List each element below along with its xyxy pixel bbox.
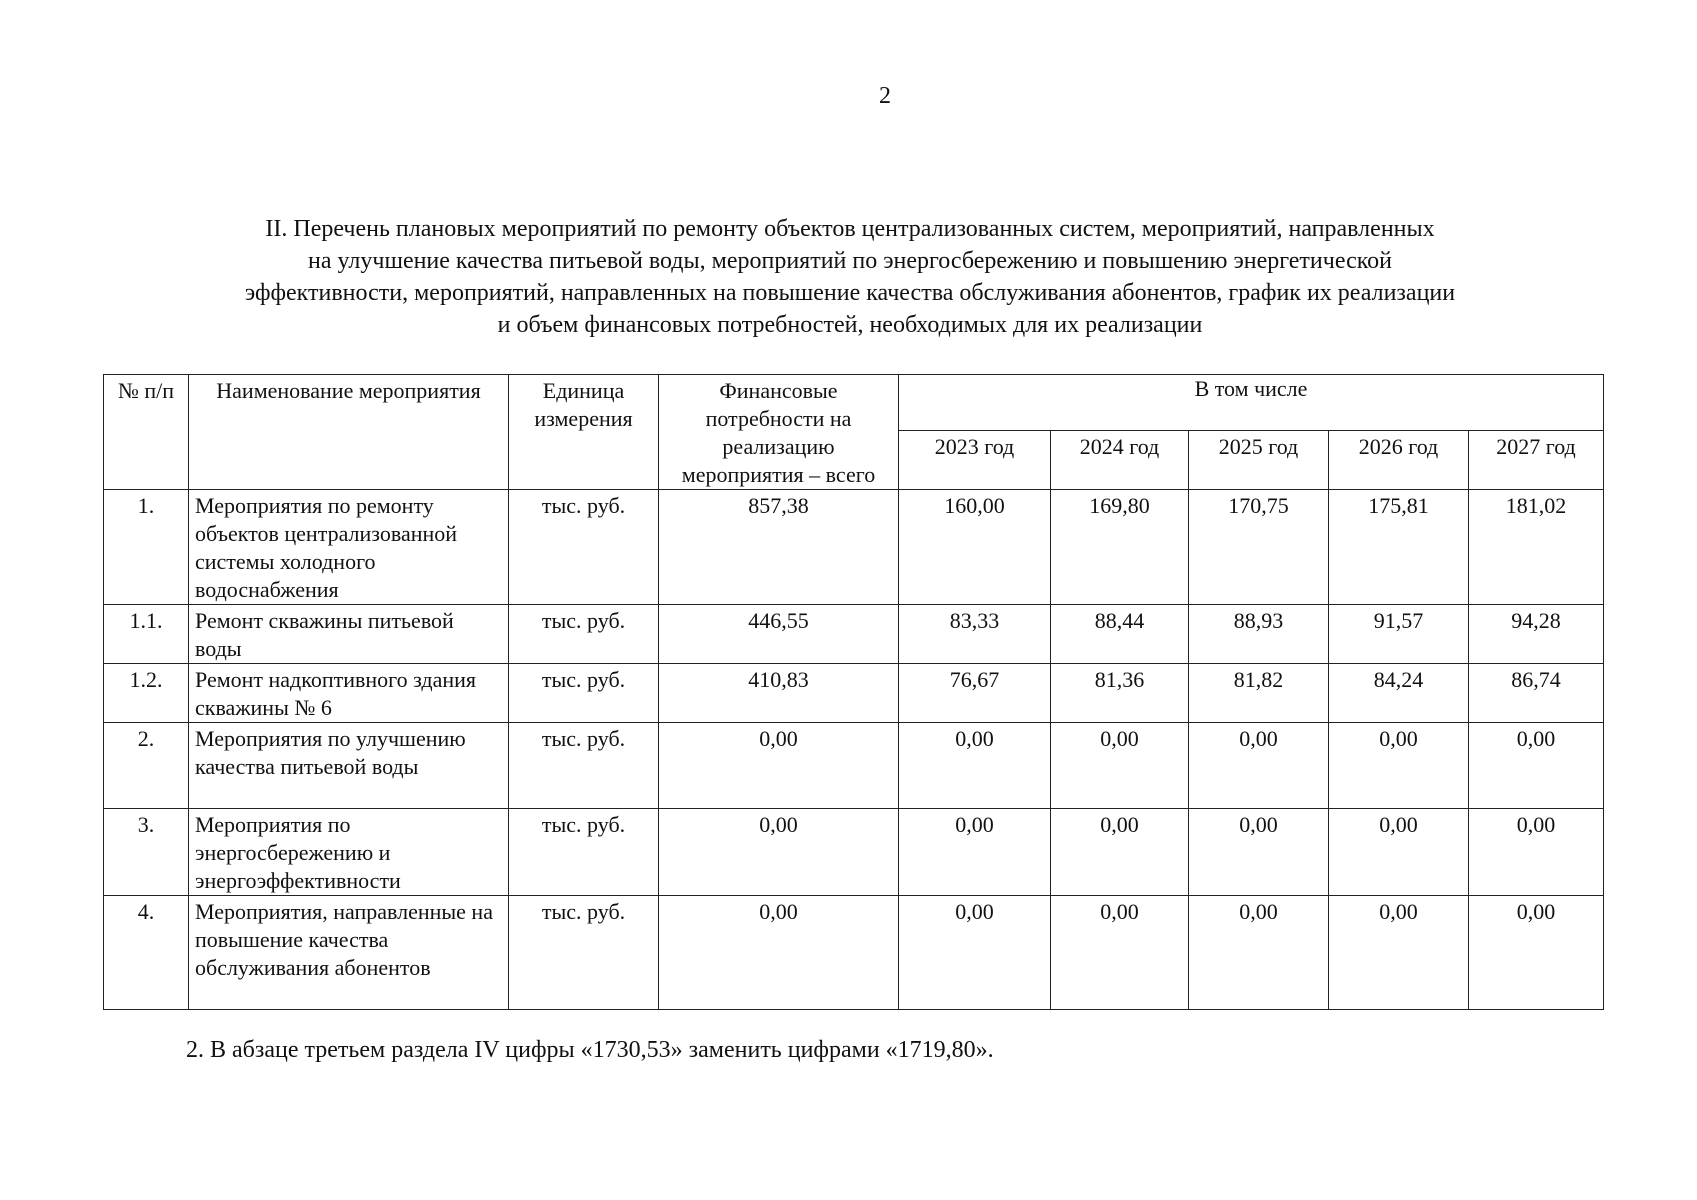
heading-line: на улучшение качества питьевой воды, мероприятий по энергосбережению и повышению энергетической [307, 248, 1393, 274]
row-name: Мероприятия по энергосбережению и энергоэффективности [189, 809, 509, 896]
row-total: 410,83 [659, 664, 899, 723]
row-name: Ремонт скважины питьевой воды [189, 605, 509, 664]
table-row [104, 809, 1604, 896]
section-heading [110, 213, 1590, 341]
row-total: 0,00 [659, 809, 899, 896]
row-year-value: 0,00 [1469, 723, 1604, 809]
row-name: Мероприятия по ремонту объектов централизованной системы холодного водоснабжения [189, 490, 509, 605]
row-name: Мероприятия по улучшению качества питьевой воды [189, 723, 509, 809]
row-year-value: 76,67 [899, 664, 1051, 723]
header-unit: Единица измерения [509, 375, 659, 490]
row-unit: тыс. руб. [509, 664, 659, 723]
header-total: Финансовые потребности на реализацию мероприятия – всего [659, 375, 899, 490]
row-total: 0,00 [659, 896, 899, 1010]
row-unit: тыс. руб. [509, 490, 659, 605]
header-year: 2025 год [1189, 430, 1329, 489]
header-name: Наименование мероприятия [189, 375, 509, 490]
row-num: 3. [104, 809, 189, 896]
heading-line: II. Перечень плановых мероприятий по ремонту объектов централизованных систем, мероприятий, направленных [265, 216, 1435, 242]
table-row [104, 490, 1604, 605]
row-year-value: 175,81 [1329, 490, 1469, 605]
row-year-value: 88,93 [1189, 605, 1329, 664]
row-total: 446,55 [659, 605, 899, 664]
row-year-value: 181,02 [1469, 490, 1604, 605]
row-year-value: 0,00 [1329, 723, 1469, 809]
heading-line: эффективности, мероприятий, направленных на повышение качества обслуживания абонентов, график их реализации [244, 280, 1456, 306]
row-year-value: 0,00 [1051, 723, 1189, 809]
row-unit: тыс. руб. [509, 896, 659, 1010]
row-name: Ремонт надкоптивного здания скважины № 6 [189, 664, 509, 723]
row-name: Мероприятия, направленные на повышение качества обслуживания абонентов [189, 896, 509, 1010]
row-num: 1. [104, 490, 189, 605]
row-year-value: 170,75 [1189, 490, 1329, 605]
row-year-value: 0,00 [1469, 896, 1604, 1010]
row-year-value: 88,44 [1051, 605, 1189, 664]
row-unit: тыс. руб. [509, 605, 659, 664]
measures-table [103, 374, 1604, 1010]
row-year-value: 81,82 [1189, 664, 1329, 723]
header-year: 2023 год [899, 430, 1051, 489]
row-year-value: 0,00 [1329, 896, 1469, 1010]
row-year-value: 84,24 [1329, 664, 1469, 723]
row-year-value: 0,00 [899, 809, 1051, 896]
row-num: 1.2. [104, 664, 189, 723]
header-year: 2026 год [1329, 430, 1469, 489]
row-total: 857,38 [659, 490, 899, 605]
row-year-value: 86,74 [1469, 664, 1604, 723]
row-year-value: 169,80 [1051, 490, 1189, 605]
header-including: В том числе [899, 375, 1604, 431]
row-year-value: 94,28 [1469, 605, 1604, 664]
table-row [104, 723, 1604, 809]
row-year-value: 0,00 [1189, 896, 1329, 1010]
heading-line: и объем финансовых потребностей, необходимых для их реализации [497, 312, 1203, 338]
table-header-row [104, 375, 1604, 431]
page-number: 2 [879, 83, 891, 109]
table-row [104, 605, 1604, 664]
row-total: 0,00 [659, 723, 899, 809]
row-num: 4. [104, 896, 189, 1010]
header-year: 2027 год [1469, 430, 1604, 489]
row-year-value: 0,00 [899, 723, 1051, 809]
row-year-value: 0,00 [1051, 896, 1189, 1010]
table-row [104, 664, 1604, 723]
row-unit: тыс. руб. [509, 723, 659, 809]
row-year-value: 0,00 [1189, 809, 1329, 896]
row-year-value: 0,00 [1051, 809, 1189, 896]
row-year-value: 0,00 [1189, 723, 1329, 809]
amendment-paragraph: 2. В абзаце третьем раздела IV цифры «1730,53» заменить цифрами «1719,80». [186, 1037, 994, 1063]
header-year: 2024 год [1051, 430, 1189, 489]
row-num: 2. [104, 723, 189, 809]
row-year-value: 91,57 [1329, 605, 1469, 664]
row-num: 1.1. [104, 605, 189, 664]
row-year-value: 83,33 [899, 605, 1051, 664]
row-year-value: 0,00 [899, 896, 1051, 1010]
row-year-value: 81,36 [1051, 664, 1189, 723]
row-year-value: 160,00 [899, 490, 1051, 605]
row-unit: тыс. руб. [509, 809, 659, 896]
row-year-value: 0,00 [1469, 809, 1604, 896]
table-row [104, 896, 1604, 1010]
header-num: № п/п [104, 375, 189, 490]
row-year-value: 0,00 [1329, 809, 1469, 896]
